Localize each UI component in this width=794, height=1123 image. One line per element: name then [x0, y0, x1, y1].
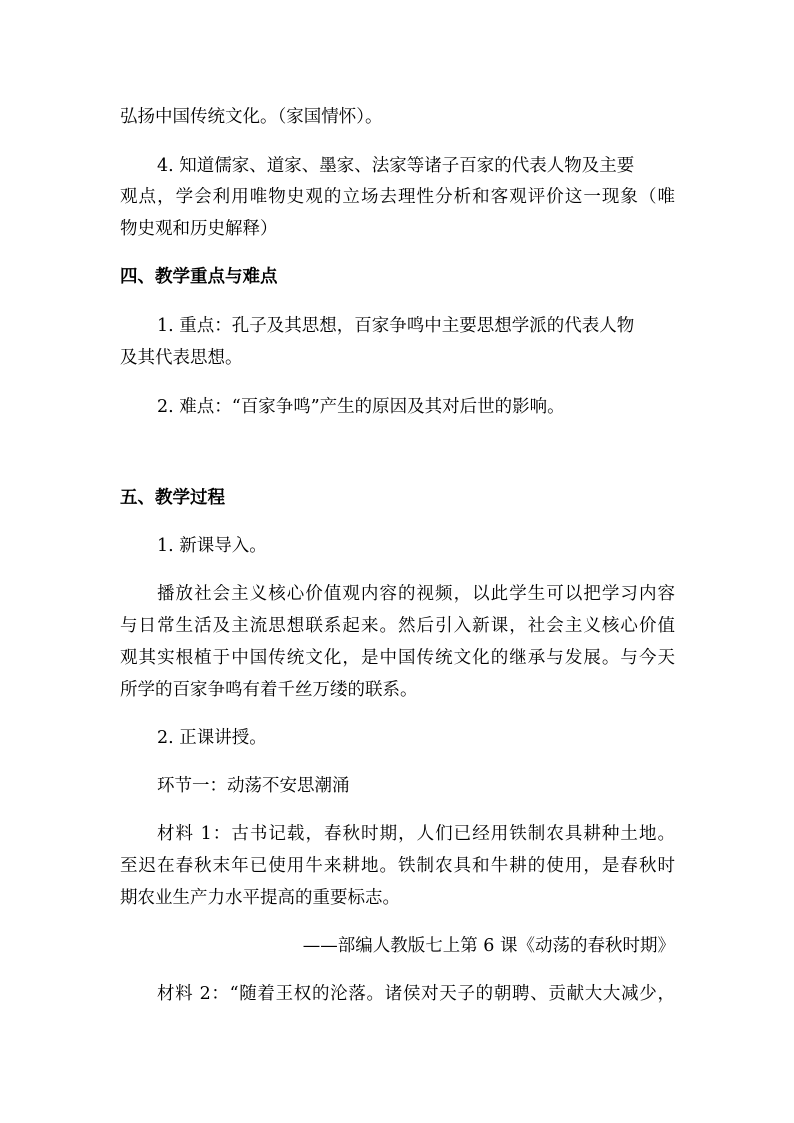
text-line: 2. 难点：“百家争鸣”产生的原因及其对后世的影响。	[157, 397, 565, 417]
text-line: 2. 正课讲授。	[157, 728, 267, 748]
text-line: 弘扬中国传统文化。（家国情怀）。	[120, 107, 383, 127]
source-citation: ——部编人教版七上第 6 课《动荡的春秋时期》	[302, 936, 675, 956]
text-line: 材料 1：古书记载，春秋时期，人们已经用铁制农具耕种土地。	[157, 824, 675, 844]
section-heading: 五、教学过程	[120, 488, 225, 508]
text-line: 观其实根植于中国传统文化，是中国传统文化的继承与发展。与今天	[120, 648, 675, 668]
text-line: 1. 重点：孔子及其思想，百家争鸣中主要思想学派的代表人物	[157, 316, 635, 336]
text-line: 1. 新课导入。	[157, 536, 267, 556]
text-line: 与日常生活及主流思想联系起来。然后引入新课，社会主义核心价值	[120, 616, 675, 636]
text-line: 所学的百家争鸣有着千丝万缕的联系。	[120, 680, 418, 700]
text-line: 期农业生产力水平提高的重要标志。	[120, 888, 400, 908]
text-line: 观点，学会利用唯物史观的立场去理性分析和客观评价这一现象（唯	[120, 187, 675, 207]
text-line: 材料 2：“随着王权的沦落。诸侯对天子的朝聘、贡献大大减少，	[157, 984, 675, 1004]
text-line: 播放社会主义核心价值观内容的视频，以此学生可以把学习内容	[157, 584, 675, 604]
section-heading: 四、教学重点与难点	[120, 267, 278, 287]
text-line: 环节一：动荡不安思潮涌	[157, 776, 350, 796]
text-line: 及其代表思想。	[120, 348, 243, 368]
text-line: 物史观和历史解释）	[120, 219, 278, 239]
text-line: 至迟在春秋末年已使用牛来耕地。铁制农具和牛耕的使用，是春秋时	[120, 856, 675, 876]
text-line: 4. 知道儒家、道家、墨家、法家等诸子百家的代表人物及主要	[157, 156, 635, 176]
